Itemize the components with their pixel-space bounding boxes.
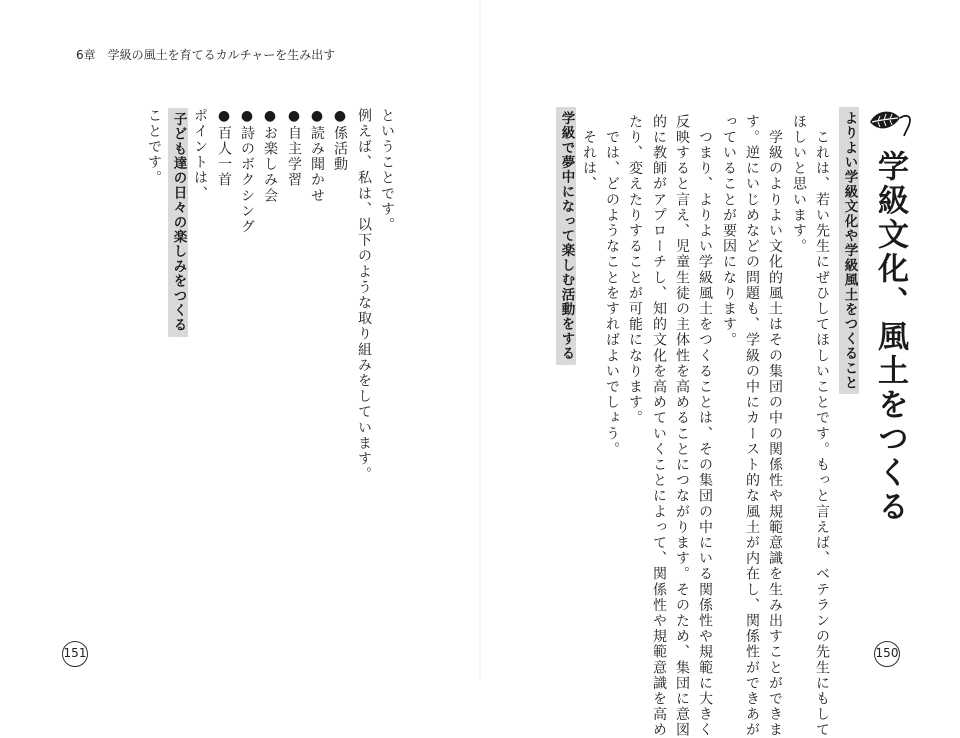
- section-heading-2: 学級で夢中になって楽しむ活動をする: [556, 107, 576, 365]
- section-heading-3: 子ども達の日々の楽しみをつくる: [168, 108, 188, 337]
- page-gutter: [479, 0, 481, 680]
- body-line-4: す。逆にいじめなどの問題も、学級の中にカースト的な風土が内在し、関係性ができあが: [744, 114, 760, 738]
- body-line-2: ほしいと思います。: [791, 114, 807, 255]
- body-line-6: つまり、よりよい学級風土をつくることは、その集団の中にいる関係性や規範に大きく: [697, 114, 713, 738]
- list-item: ●係活動: [332, 108, 348, 173]
- page-number-right: 150: [874, 641, 900, 667]
- body-line-11: それは、: [581, 114, 597, 192]
- section-heading-1: よりよい学級文化や学級風土をつくること: [839, 107, 859, 394]
- body-line-1: これは、若い先生にぜひしてほしいことです。もっと言えば、ベテランの先生にもして: [814, 114, 830, 738]
- leaf-icon: [866, 104, 914, 140]
- body-line-5: っていることが要因になります。: [721, 114, 737, 348]
- body-line-13: 例えば、私は、以下のような取り組みをしています。: [356, 108, 372, 483]
- list-item: ●自主学習: [286, 108, 302, 188]
- running-head: 6章 学級の風土を育てるカルチャーを生み出す: [76, 48, 336, 62]
- body-line-3: 学級のよりよい文化的風土はその集団の中の関係性や規範意識を生み出すことができま: [767, 114, 783, 738]
- body-line-8: 的に教師がアプローチし、知的文化を高めていくことによって、関係性や規範意識を高め: [651, 114, 667, 738]
- list-item: ●読み聞かせ: [309, 108, 325, 204]
- list-item: ●詩のボクシング: [239, 108, 255, 235]
- body-line-7: 反映すると言え、児童生徒の主体性を高めることにつながります。そのため、集団に意図: [674, 114, 690, 738]
- body-line-last: ことです。: [146, 108, 162, 186]
- page-title: 学級文化、風土をつくる: [872, 150, 908, 524]
- page-number-left: 151: [62, 641, 88, 667]
- body-line-point: ポイントは、: [192, 108, 208, 202]
- list-item: ●お楽しみ会: [262, 108, 278, 204]
- body-line-9: たり、変えたりすることが可能になります。: [627, 114, 643, 426]
- body-line-10: では、どのようなことをすればよいでしょう。: [604, 114, 620, 458]
- list-item: ●百人一首: [216, 108, 232, 188]
- body-line-12: ということです。: [379, 108, 395, 233]
